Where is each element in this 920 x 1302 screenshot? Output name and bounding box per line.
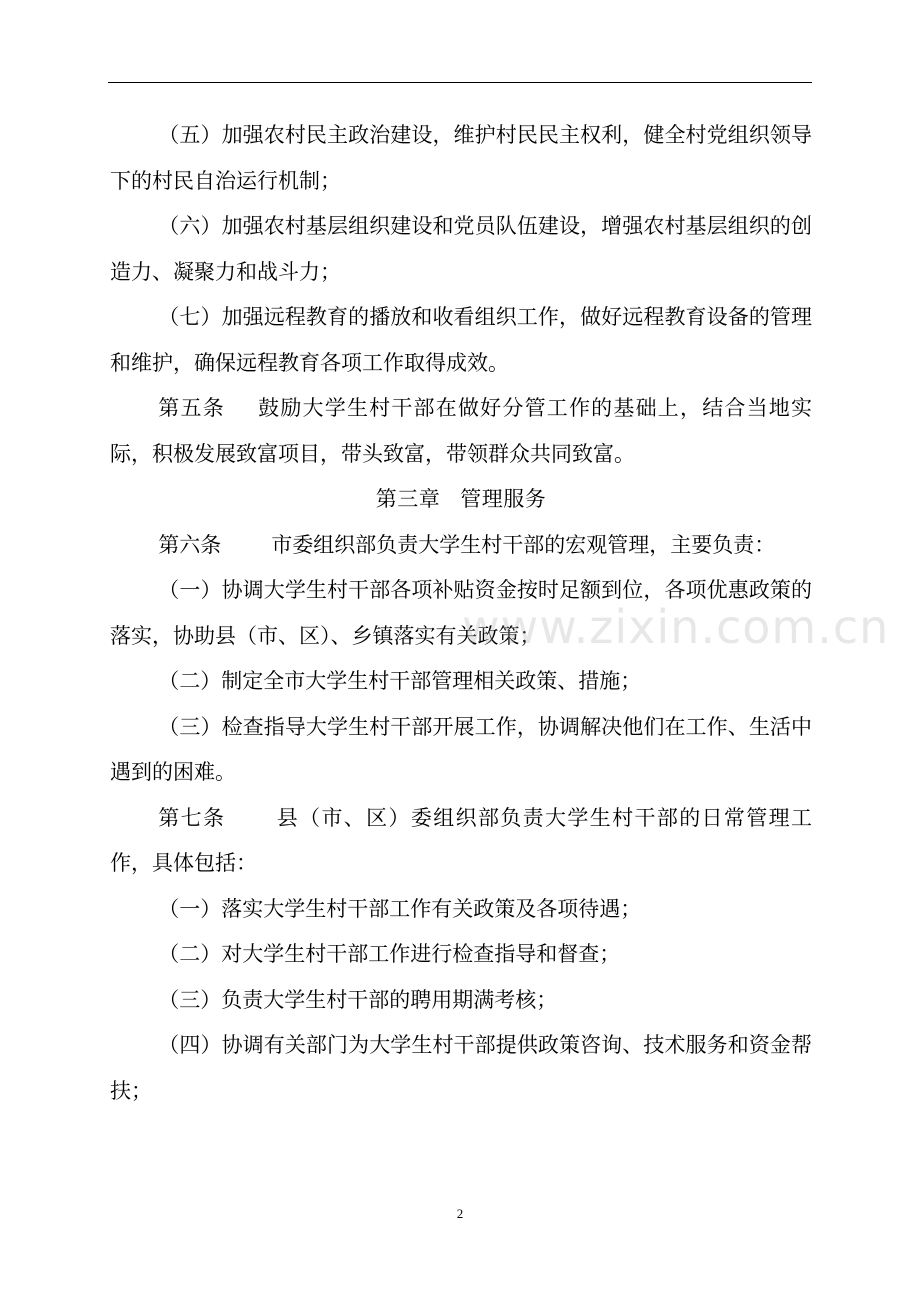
watermark: www.zixin.com.cn [462, 600, 890, 654]
header-rule [108, 82, 812, 83]
article-7-item-2: （二）对大学生村干部工作进行检查指导和督查； [158, 942, 621, 966]
article-6-item-3: （三）检查指导大学生村干部开展工作，协调解决他们在工作、生活中遇到的困难。 [110, 714, 812, 784]
article-5-label: 第五条 [158, 396, 225, 420]
paragraph-item-5: （五）加强农村民主政治建设，维护村民民主权利，健全村党组织领导下的村民自治运行机制； [110, 123, 812, 193]
page-number: 2 [456, 1206, 464, 1221]
article-7-item-1: （一）落实大学生村干部工作有关政策及各项待遇； [158, 896, 642, 921]
article-6-text: 市委组织部负责大学生村干部的宏观管理，主要负责： [271, 532, 776, 557]
paragraph-item-7: （七）加强远程教育的播放和收看组织工作，做好远程教育设备的管理和维护，确保远程教育各项工作取得成效。 [110, 305, 812, 375]
article-7-text: 县（市、区）委组织部负责大学生村干部的日常管理工作，具体包括： [110, 805, 812, 875]
paragraph-item-6: （六）加强农村基层组织建设和党员队伍建设，增强农村基层组织的创造力、凝聚力和战斗力； [110, 214, 812, 284]
document-body [110, 113, 812, 1114]
chapter-label: 第三章 [375, 487, 441, 511]
article-6-item-2: （二）制定全市大学生村干部管理相关政策、措施； [158, 669, 642, 693]
article-7-item-3: （三）负责大学生村干部的聘用期满考核； [158, 987, 558, 1012]
chapter-heading [110, 477, 812, 523]
article-5 [110, 386, 812, 477]
article-6-label: 第六条 [158, 532, 222, 557]
chapter-title: 管理服务 [460, 487, 547, 511]
article-6 [110, 523, 812, 569]
article-5-text: 鼓励大学生村干部在做好分管工作的基础上，结合当地实际，积极发展致富项目，带头致富，带领群众共同致富。 [110, 396, 813, 466]
article-7-item-4: （四）协调有关部门为大学生村干部提供政策咨询、技术服务和资金帮扶； [110, 1033, 812, 1103]
article-6-item-1: （一）协调大学生村干部各项补贴资金按时足额到位，各项优惠政策的落实，协助县（市、区）、乡镇落实有关政策； [110, 578, 812, 648]
article-7-label: 第七条 [158, 805, 226, 830]
article-7 [110, 796, 812, 887]
